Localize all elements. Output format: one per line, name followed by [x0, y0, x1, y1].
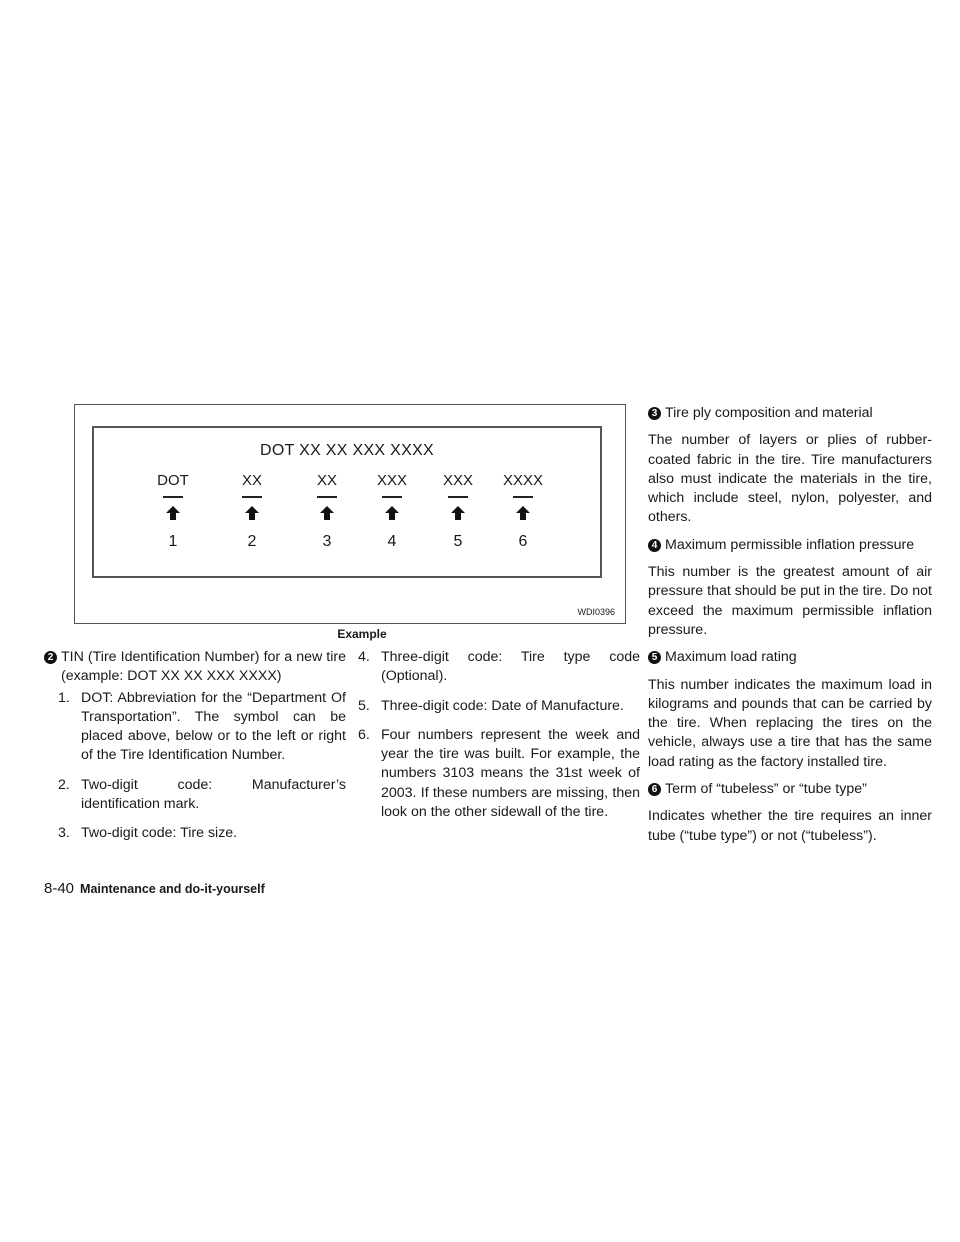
- item-number: 5.: [358, 697, 370, 714]
- section-body: This number is the greatest amount of air pressure that should be put in the tire. Do not exceed the maximum permissible inflation pressure.: [648, 564, 932, 638]
- column-1: [44, 648, 346, 844]
- column-2: [358, 648, 640, 822]
- section-heading: [44, 648, 346, 687]
- item-text: Three-digit code: Date of Manufacture.: [381, 697, 624, 714]
- page-number: 8-40: [44, 880, 75, 897]
- circled-number-icon: 3: [648, 407, 661, 420]
- figure-frame: [92, 426, 602, 578]
- code-label: XXX: [442, 472, 473, 489]
- item-text: Two-digit code: Manufacturer’s identification mark.: [81, 776, 346, 813]
- up-arrow-icon: [384, 505, 400, 521]
- position-number: 5: [453, 533, 463, 550]
- section-heading: [648, 404, 932, 423]
- tin-example-figure: [74, 404, 626, 624]
- code-label: XXX: [376, 472, 407, 489]
- section-body: This number indicates the maximum load in kilograms and pounds that can be carried by the tire. When replacing the tires on the vehicle, always use a tire that has the same load rating as the factory installed tire.: [648, 676, 932, 770]
- section-body: The number of layers or plies of rubber-coated fabric in the tire. Tire manufacturers also must indicate the materials in the tire, which include steel, nylon, polyester, and others.: [648, 432, 932, 526]
- underline-mark: [242, 496, 262, 498]
- section-body: Indicates whether the tire requires an inner tube (“tube type”) or not (“tubeless”).: [648, 808, 932, 844]
- code-label: XXXX: [502, 472, 544, 489]
- figure-caption: Example: [337, 627, 387, 641]
- figure-id: WDI0396: [577, 607, 615, 617]
- item-number: 3.: [58, 825, 70, 842]
- list-item: [58, 776, 346, 815]
- section-title: Maintenance and do-it-yourself: [80, 882, 265, 896]
- item-list: [44, 689, 346, 844]
- item-text: Three-digit code: Tire type code (Optional).: [381, 649, 640, 685]
- code-label: XX: [316, 472, 337, 489]
- list-item: [58, 689, 346, 766]
- page-footer: [44, 880, 265, 897]
- item-number: 1.: [58, 689, 70, 706]
- item-number: 4.: [358, 649, 370, 665]
- up-arrow-icon: [515, 505, 531, 521]
- section-heading: [648, 648, 932, 667]
- heading-text: Maximum permissible inflation pressure: [665, 536, 915, 553]
- circled-number-icon: 6: [648, 783, 661, 796]
- underline-mark: [382, 496, 402, 498]
- section-heading: [648, 780, 932, 799]
- list-item: [358, 648, 640, 687]
- circled-number-icon: 4: [648, 539, 661, 552]
- underline-mark: [317, 496, 337, 498]
- code-label: XX: [241, 472, 262, 489]
- heading-text: TIN (Tire Identification Number) for a new tire (example: DOT XX XX XXX XXXX): [61, 649, 346, 685]
- underline-mark: [448, 496, 468, 498]
- section-heading: [648, 536, 932, 555]
- list-item: [358, 697, 640, 716]
- code-label: DOT: [157, 472, 189, 489]
- item-text: Two-digit code: Tire size.: [81, 825, 238, 842]
- position-number: 3: [322, 533, 332, 550]
- up-arrow-icon: [450, 505, 466, 521]
- up-arrow-icon: [165, 505, 181, 521]
- position-number: 6: [518, 533, 528, 550]
- up-arrow-icon: [319, 505, 335, 521]
- position-number: 4: [387, 533, 397, 550]
- figure-title: DOT XX XX XXX XXXX: [259, 442, 435, 459]
- heading-text: Term of “tubeless” or “tube type”: [665, 781, 867, 798]
- underline-mark: [163, 496, 183, 498]
- column-3: [648, 404, 932, 846]
- item-number: 2.: [58, 776, 70, 793]
- circled-number-icon: 5: [648, 651, 661, 664]
- item-text: DOT: Abbreviation for the “Department Of Transportation”. The symbol can be placed above, below or to the left or right of the Tire Identification Number.: [81, 689, 346, 764]
- underline-mark: [513, 496, 533, 498]
- item-text: Four numbers represent the week and year the tire was built. For example, the numbers 3103 means the 31st week of 2003. If these numbers are missing, then look on the other sidewall of the tire.: [381, 726, 640, 821]
- heading-text: Tire ply composition and material: [665, 405, 873, 421]
- position-number: 1: [168, 533, 178, 550]
- list-item: [58, 824, 346, 843]
- position-number: 2: [247, 533, 257, 550]
- circled-number-icon: 2: [44, 651, 57, 664]
- item-number: 6.: [358, 726, 370, 743]
- up-arrow-icon: [244, 505, 260, 521]
- heading-text: Maximum load rating: [665, 649, 797, 666]
- list-item: [358, 726, 640, 822]
